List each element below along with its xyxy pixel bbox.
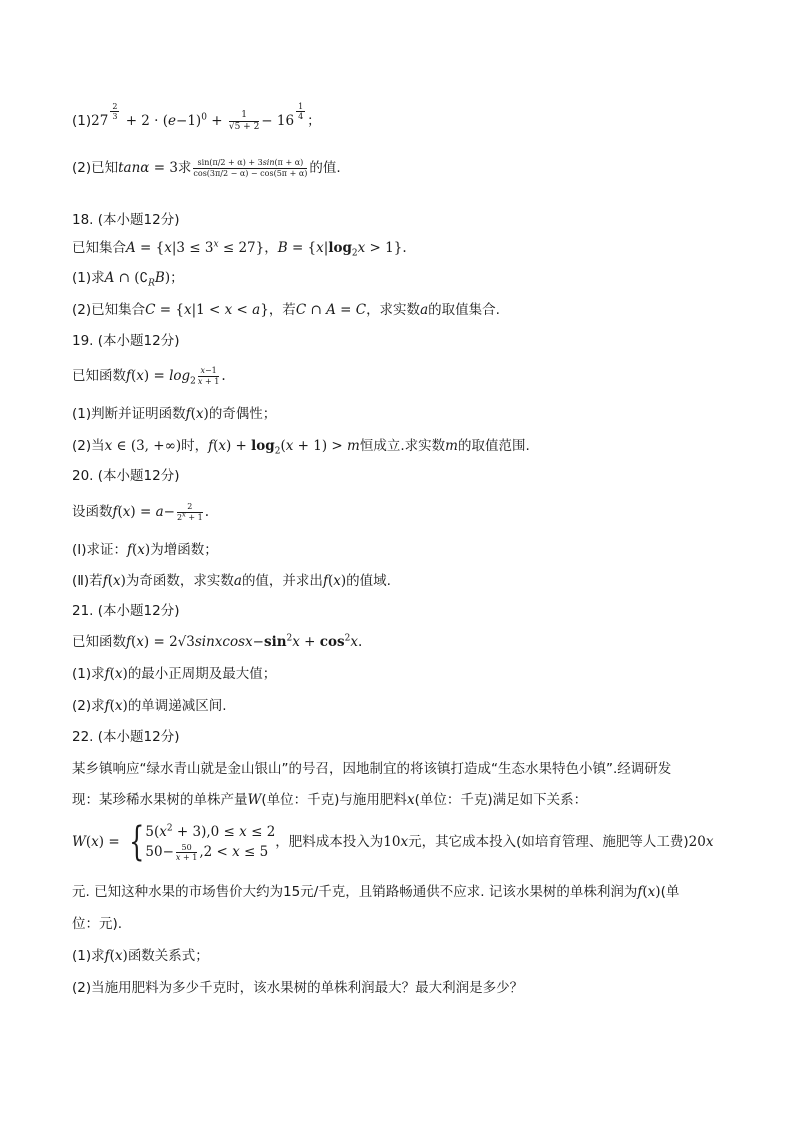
q20-p1-label: (Ⅰ)求证：	[72, 542, 128, 558]
q22-line4	[72, 882, 679, 902]
q22-line2	[72, 790, 587, 810]
q17-p2-given: tanα	[118, 160, 150, 176]
q20-given: 设函数f(x) = a− $\frac{2}{2^x + 1}$ .	[72, 502, 209, 522]
q20-p2-mid2: 的值，并求出	[241, 573, 323, 589]
q22-case1: $5(x^2 + 3),0 \le x \le 2$	[145, 823, 276, 840]
q17-part1	[72, 102, 321, 132]
q18-header: 18. (本小题12分)	[72, 212, 180, 228]
q19-p2-var: m	[445, 438, 458, 454]
q20-p2-end: 的值域.	[346, 573, 391, 589]
q17-p2-mid: 求	[177, 160, 192, 176]
q22-part1	[72, 946, 209, 966]
q21-part2	[72, 696, 227, 716]
q18-p1-label: (1)求	[72, 270, 105, 286]
q19-p2-mid1: 时，	[181, 438, 209, 454]
q18-given-label: 已知集合	[72, 240, 126, 256]
q22-w-def: W(x) =	[72, 834, 124, 851]
q21-p2-end: 的单调递减区间.	[127, 698, 227, 714]
q19-given-formula: $f(x) = \log_2$	[126, 368, 196, 387]
q22-cost: 10x	[383, 834, 409, 851]
q17-p1-end: ；	[307, 113, 321, 130]
q21-p2-label: (2)求	[72, 698, 105, 714]
q22-line1: 某乡镇响应“绿水青山就是金山银山”的号召，因地制宜的将该镇打造成“生态水果特色小镇”.经调研发	[72, 761, 672, 777]
q18-p1-end: ；	[170, 270, 184, 286]
q22-p1-end: 函数关系式；	[127, 948, 209, 964]
q18-given-formula: $A = \{x|3 \le 3^x \le 27\}$，$B = \{x|\log_2x > 1\}$.	[126, 239, 407, 259]
q19-given-fraction: $\frac{x-1}{x + 1}$	[197, 366, 220, 386]
q22-piecewise-line	[72, 819, 714, 866]
q21-part1	[72, 664, 276, 684]
q21-p1-end: 的最小正周期及最大值；	[127, 666, 277, 682]
q17-part2: (2)已知tanα = 3求 $\frac{\sin(\pi/2 + \alpha) + 3\sin(\pi + \alpha)}{\cos(3\pi/2 - \alpha) - \cos(5\pi + \alpha)}$ 的值.	[72, 158, 341, 178]
q22-header: 22. (本小题12分)	[72, 729, 180, 745]
q22-brace: {	[129, 819, 145, 866]
q19-p2-mid2: 恒成立.求实数	[359, 438, 446, 454]
q22-line2-c: (单位：千克)满足如下关系：	[414, 792, 588, 808]
q17-p2-fraction: $\frac{\sin(\pi/2 + \alpha) + 3\sin(\pi + \alpha)}{\cos(3\pi/2 - \alpha) - \cos(5\pi + \alpha)}$	[193, 158, 308, 178]
q19-p2-label: (2)当	[72, 438, 105, 454]
q20-p1-func: f(x)	[127, 542, 151, 558]
q18-given	[72, 238, 407, 258]
q18-part1	[72, 268, 184, 288]
q21-p2-func: f(x)	[104, 698, 128, 714]
q22-line3-mid2: 元，其它成本投入(如培育管理、施肥等人工费)	[408, 834, 689, 851]
q22-line4-func: f(x)	[637, 884, 661, 900]
q18-p2-mid2: ，求实数	[366, 302, 421, 318]
q20-p2-func: f(x)	[102, 573, 126, 589]
q22-line2-a: 现：某珍稀水果树的单株产量	[72, 792, 248, 808]
q22-line4-end: (单	[660, 884, 680, 900]
q20-p2-mid1: 为奇函数，求实数	[125, 573, 234, 589]
q22-part2: (2)当施用肥料为多少千克时，该水果树的单株利润最大？最大利润是多少？	[72, 980, 524, 996]
q22-cost2: 20x	[688, 834, 714, 851]
q18-part2	[72, 300, 500, 320]
q22-line3-mid1: ，肥料成本投入为	[275, 834, 384, 851]
q18-p2-end: 的取值集合.	[428, 302, 500, 318]
q20-given-fraction: $\frac{2}{2^x + 1}$	[176, 502, 203, 522]
q21-header: 21. (本小题12分)	[72, 603, 180, 619]
q19-p1-label: (1)判断并证明函数	[72, 406, 186, 422]
q19-p2-end: 的取值范围.	[457, 438, 530, 454]
q17-p2-end: 的值.	[309, 160, 341, 176]
q21-p1-label: (1)求	[72, 666, 105, 682]
q18-p2-setc: C = {x|1 < x < a}	[145, 302, 269, 318]
q17-p1-formula-a: 27 $^{\frac{2}{3}}$ + $2 \cdot (e-1)^0$ +	[91, 102, 227, 130]
q21-p1-func: f(x)	[104, 666, 128, 682]
q20-given-formula: f(x) = a−	[112, 504, 175, 520]
q20-part1	[72, 540, 218, 560]
q22-line5: 位：元).	[72, 916, 123, 932]
q19-p1-end: 的奇偶性；	[208, 406, 277, 422]
q18-p2-mid1: ，若	[268, 302, 296, 318]
q22-p1-func: f(x)	[104, 948, 128, 964]
q18-p2-var: a	[420, 302, 429, 318]
q21-given	[72, 632, 362, 652]
q18-p2-label: (2)已知集合	[72, 302, 146, 318]
q20-p2-func2: f(x)	[322, 573, 347, 589]
q20-header: 20. (本小题12分)	[72, 468, 180, 484]
q19-part1	[72, 404, 276, 424]
q19-p2-domain: x ∈ (3, +∞)	[104, 438, 182, 454]
q20-p2-var: a	[233, 573, 242, 589]
q22-var-x: x	[406, 792, 415, 808]
q20-p2-label: (Ⅱ)若	[72, 573, 103, 589]
q20-part2	[72, 571, 391, 591]
q19-p2-ineq: $f(x) + \log_2(x + 1) > m$	[208, 438, 360, 457]
q17-p1-label: (1)	[72, 113, 92, 130]
q20-p1-end: 为增函数；	[150, 542, 218, 558]
q19-part2	[72, 436, 530, 456]
q17-p1-fraction: $\frac{1}{√5 + 2}$	[228, 110, 260, 132]
q22-cases	[145, 822, 275, 862]
q20-given-label: 设函数	[72, 504, 113, 520]
q19-given: 已知函数$f(x) = \log_2$ $\frac{x-1}{x + 1}$ .	[72, 366, 226, 387]
q22-case2: 50− $\frac{50}{x + 1}$ ,2 < x ≤ 5	[145, 842, 269, 862]
q17-p1-formula-b: − 16 $^{\frac{1}{4}}$	[261, 102, 304, 130]
q21-given-label: 已知函数	[72, 634, 126, 650]
q22-line4-text: 元. 已知这种水果的市场售价大约为15元/千克，且销路畅通供不应求. 记该水果树的单株利润为	[72, 884, 638, 900]
q17-p2-label: (2)已知	[72, 160, 119, 176]
q19-p1-func: f(x)	[185, 406, 209, 422]
q21-given-formula: $f(x) = 2√3sinxcosx-\sin^2x + \cos^2x$.	[126, 633, 363, 650]
q22-line2-b: (单位：千克)与施用肥料	[261, 792, 407, 808]
q18-p1-formula: A ∩ $(∁_RB)$	[104, 270, 171, 289]
q19-header: 19. (本小题12分)	[72, 333, 180, 349]
q18-p2-cond: C ∩ A = C	[295, 302, 367, 318]
q22-p1-label: (1)求	[72, 948, 105, 964]
q19-given-label: 已知函数	[72, 368, 126, 384]
q22-var-w: W	[247, 792, 262, 808]
